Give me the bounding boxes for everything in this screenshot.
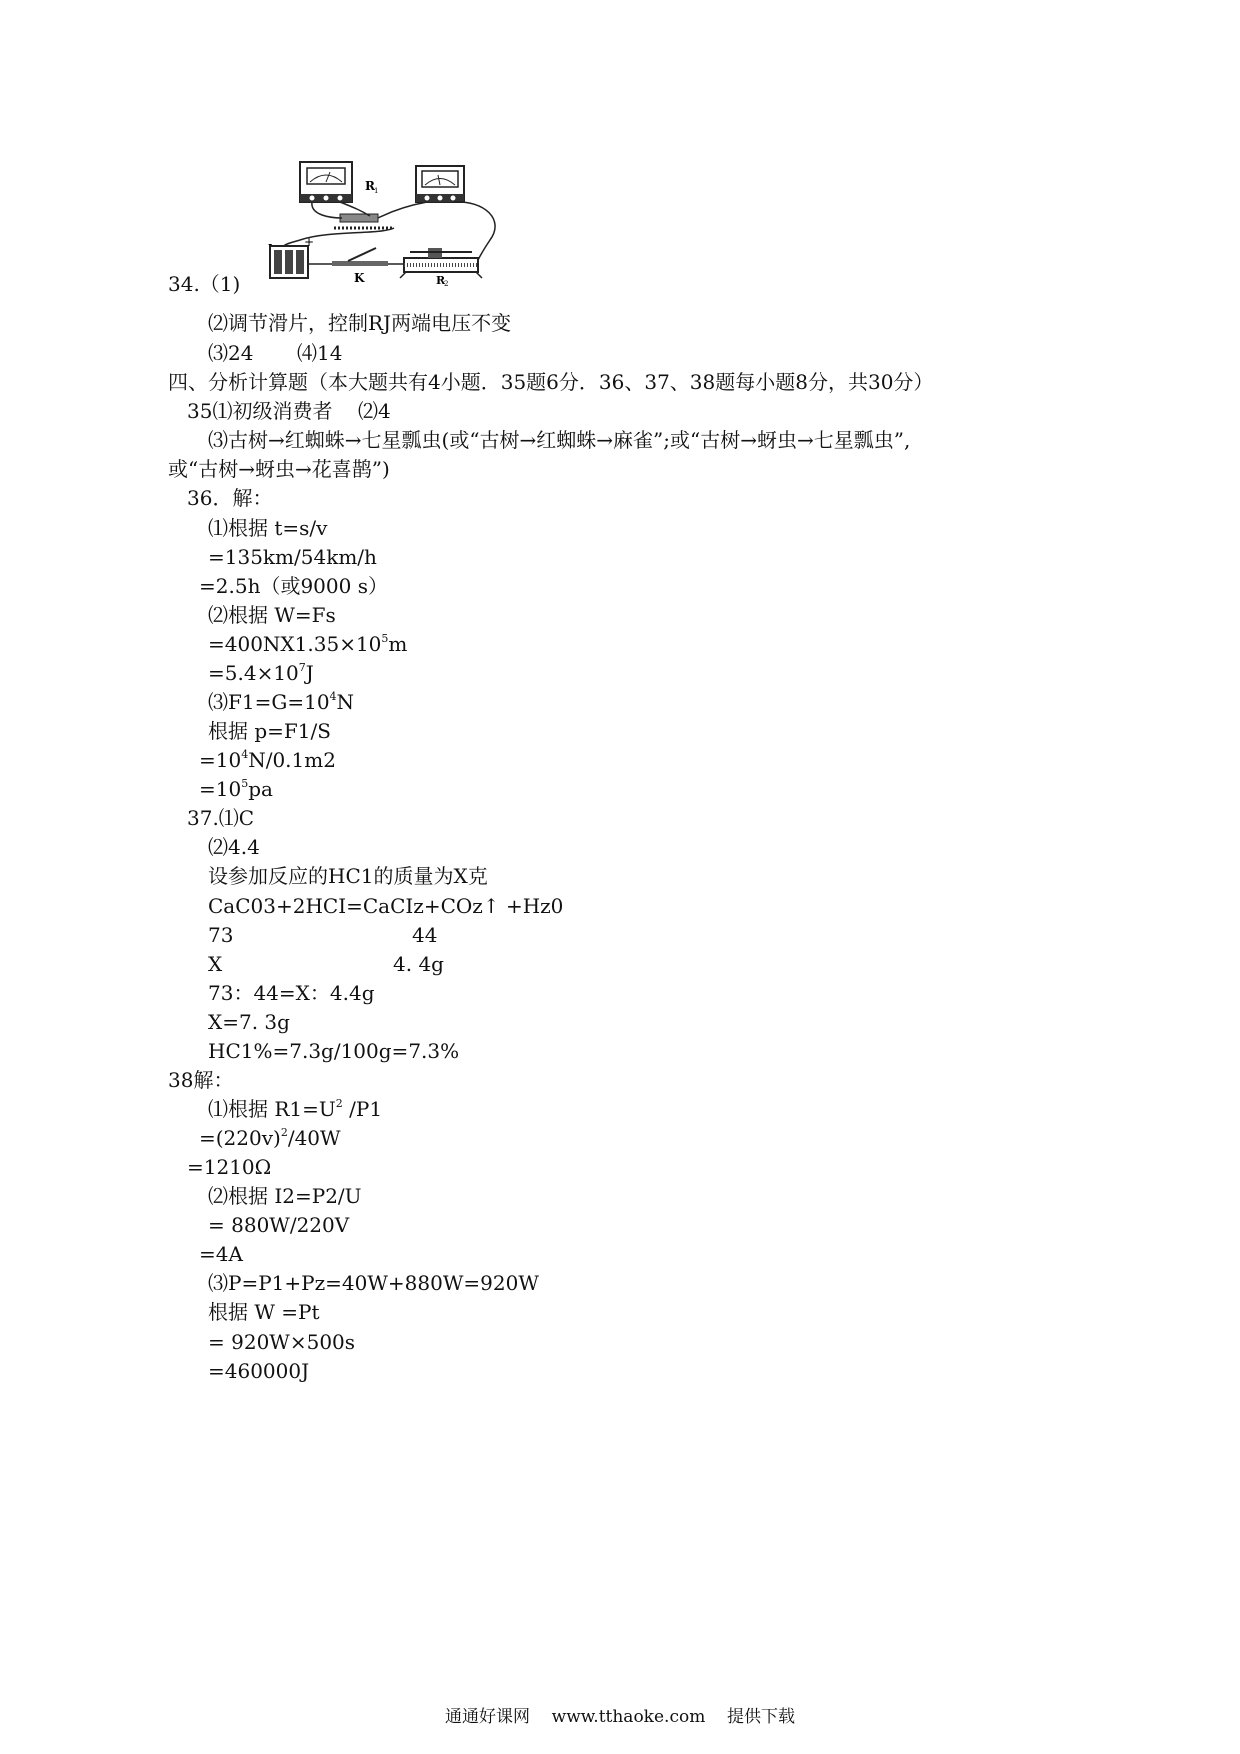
q37-line8: X=7. 3g [208,1010,290,1034]
q37-line7: 73：44=X：4.4g [208,981,375,1005]
r1-label: R [365,179,375,193]
q35-line1b: ⑵4 [358,399,391,423]
q38-line3: =1210Ω [187,1155,272,1179]
r2-subscript: 2 [444,280,449,288]
q37-line1: 37.⑴C [187,806,255,830]
q36-line4: ⑵根据 W=Fs [208,603,336,627]
r2-label: R [436,274,446,287]
r1-subscript: 1 [374,187,379,195]
q38-line7: ⑶P=P1+Pz=40W+880W=920W [208,1271,539,1295]
footer-url[interactable]: www.tthaoke.com [551,1707,706,1727]
circuit-wires [284,202,495,264]
page-footer [0,1702,1240,1727]
battery-minus: - [268,237,273,251]
circuit-diagram [270,160,510,290]
q37-line5a: 73 [208,923,234,947]
resistor-r1-icon [334,214,394,228]
q37-line2: ⑵4.4 [208,835,260,859]
q35-line3: 或“古树→蚜虫→花喜鹊”) [168,457,390,481]
battery-icon [270,246,308,278]
switch-k-icon [332,248,388,266]
switch-k-label: K [354,271,365,285]
q36-head: 36．解： [187,486,273,510]
q37-line3: 设参加反应的HC1的质量为X克 [208,864,488,888]
q37-line9: HC1%=7.3g/100g=7.3% [208,1039,460,1063]
q37-line6a: X [208,952,223,976]
q38-line2: $=(220v)^2/40W$ [199,1126,341,1150]
q36-line9: $=10^4N/0.1m2$ [199,748,336,772]
footer-suffix: 提供下载 [726,1707,795,1727]
q34-part3: ⑶24 [208,341,254,365]
q37-line6b: 4. 4g [393,952,444,976]
q38-line9: = 920W×500s [208,1330,356,1354]
q38-line1: ⑴根据 $R1=U^2$ /P1 [208,1097,383,1121]
q38-line8: 根据 W =Pt [208,1300,320,1324]
ammeter-icon [416,166,464,202]
q37-line5b: 44 [412,923,438,947]
q38-line10: =460000J [208,1359,310,1383]
battery-plus: + [304,235,315,249]
voltmeter-icon [300,162,352,202]
footer-site-name: 通通好课网 [445,1707,531,1727]
q36-line2: =135km/54km/h [208,545,377,569]
q38-head: 38解： [168,1068,234,1092]
q38-line6: =4A [199,1242,243,1266]
q36-line3: =2.5h（或9000 s） [199,574,388,598]
q35-line1a: 35⑴初级消费者 [187,399,333,423]
q36-line5: $=400NX1.35\times 10^5m$ [208,632,408,656]
q37-line4: CaC03+2HCI=CaCIz+COz↑ +Hz0 [208,894,564,918]
q35-line2: ⑶古树→红蜘蛛→七星瓢虫(或“古树→红蜘蛛→麻雀”;或“古树→蚜虫→七星瓢虫”, [208,428,911,452]
q36-line6: $=5.4\times 10^7J$ [208,661,314,685]
q36-line7: $⑶F1=G=10^4N$ [208,690,355,714]
q34-part2: ⑵调节滑片，控制RJ两端电压不变 [208,311,512,335]
q34-part4: ⑷14 [297,341,343,365]
q36-line1: ⑴根据 t=s/v [208,516,328,540]
q36-line8: 根据 p=F1/S [208,719,331,743]
q38-line4: ⑵根据 I2=P2/U [208,1184,362,1208]
section4-heading: 四、分析计算题（本大题共有4小题．35题6分．36、37、38题每小题8分，共30分） [168,370,934,394]
q36-line10: $=10^5pa$ [199,777,273,801]
q34-number: 34.（1) [168,272,241,296]
q38-line5: = 880W/220V [208,1213,350,1237]
